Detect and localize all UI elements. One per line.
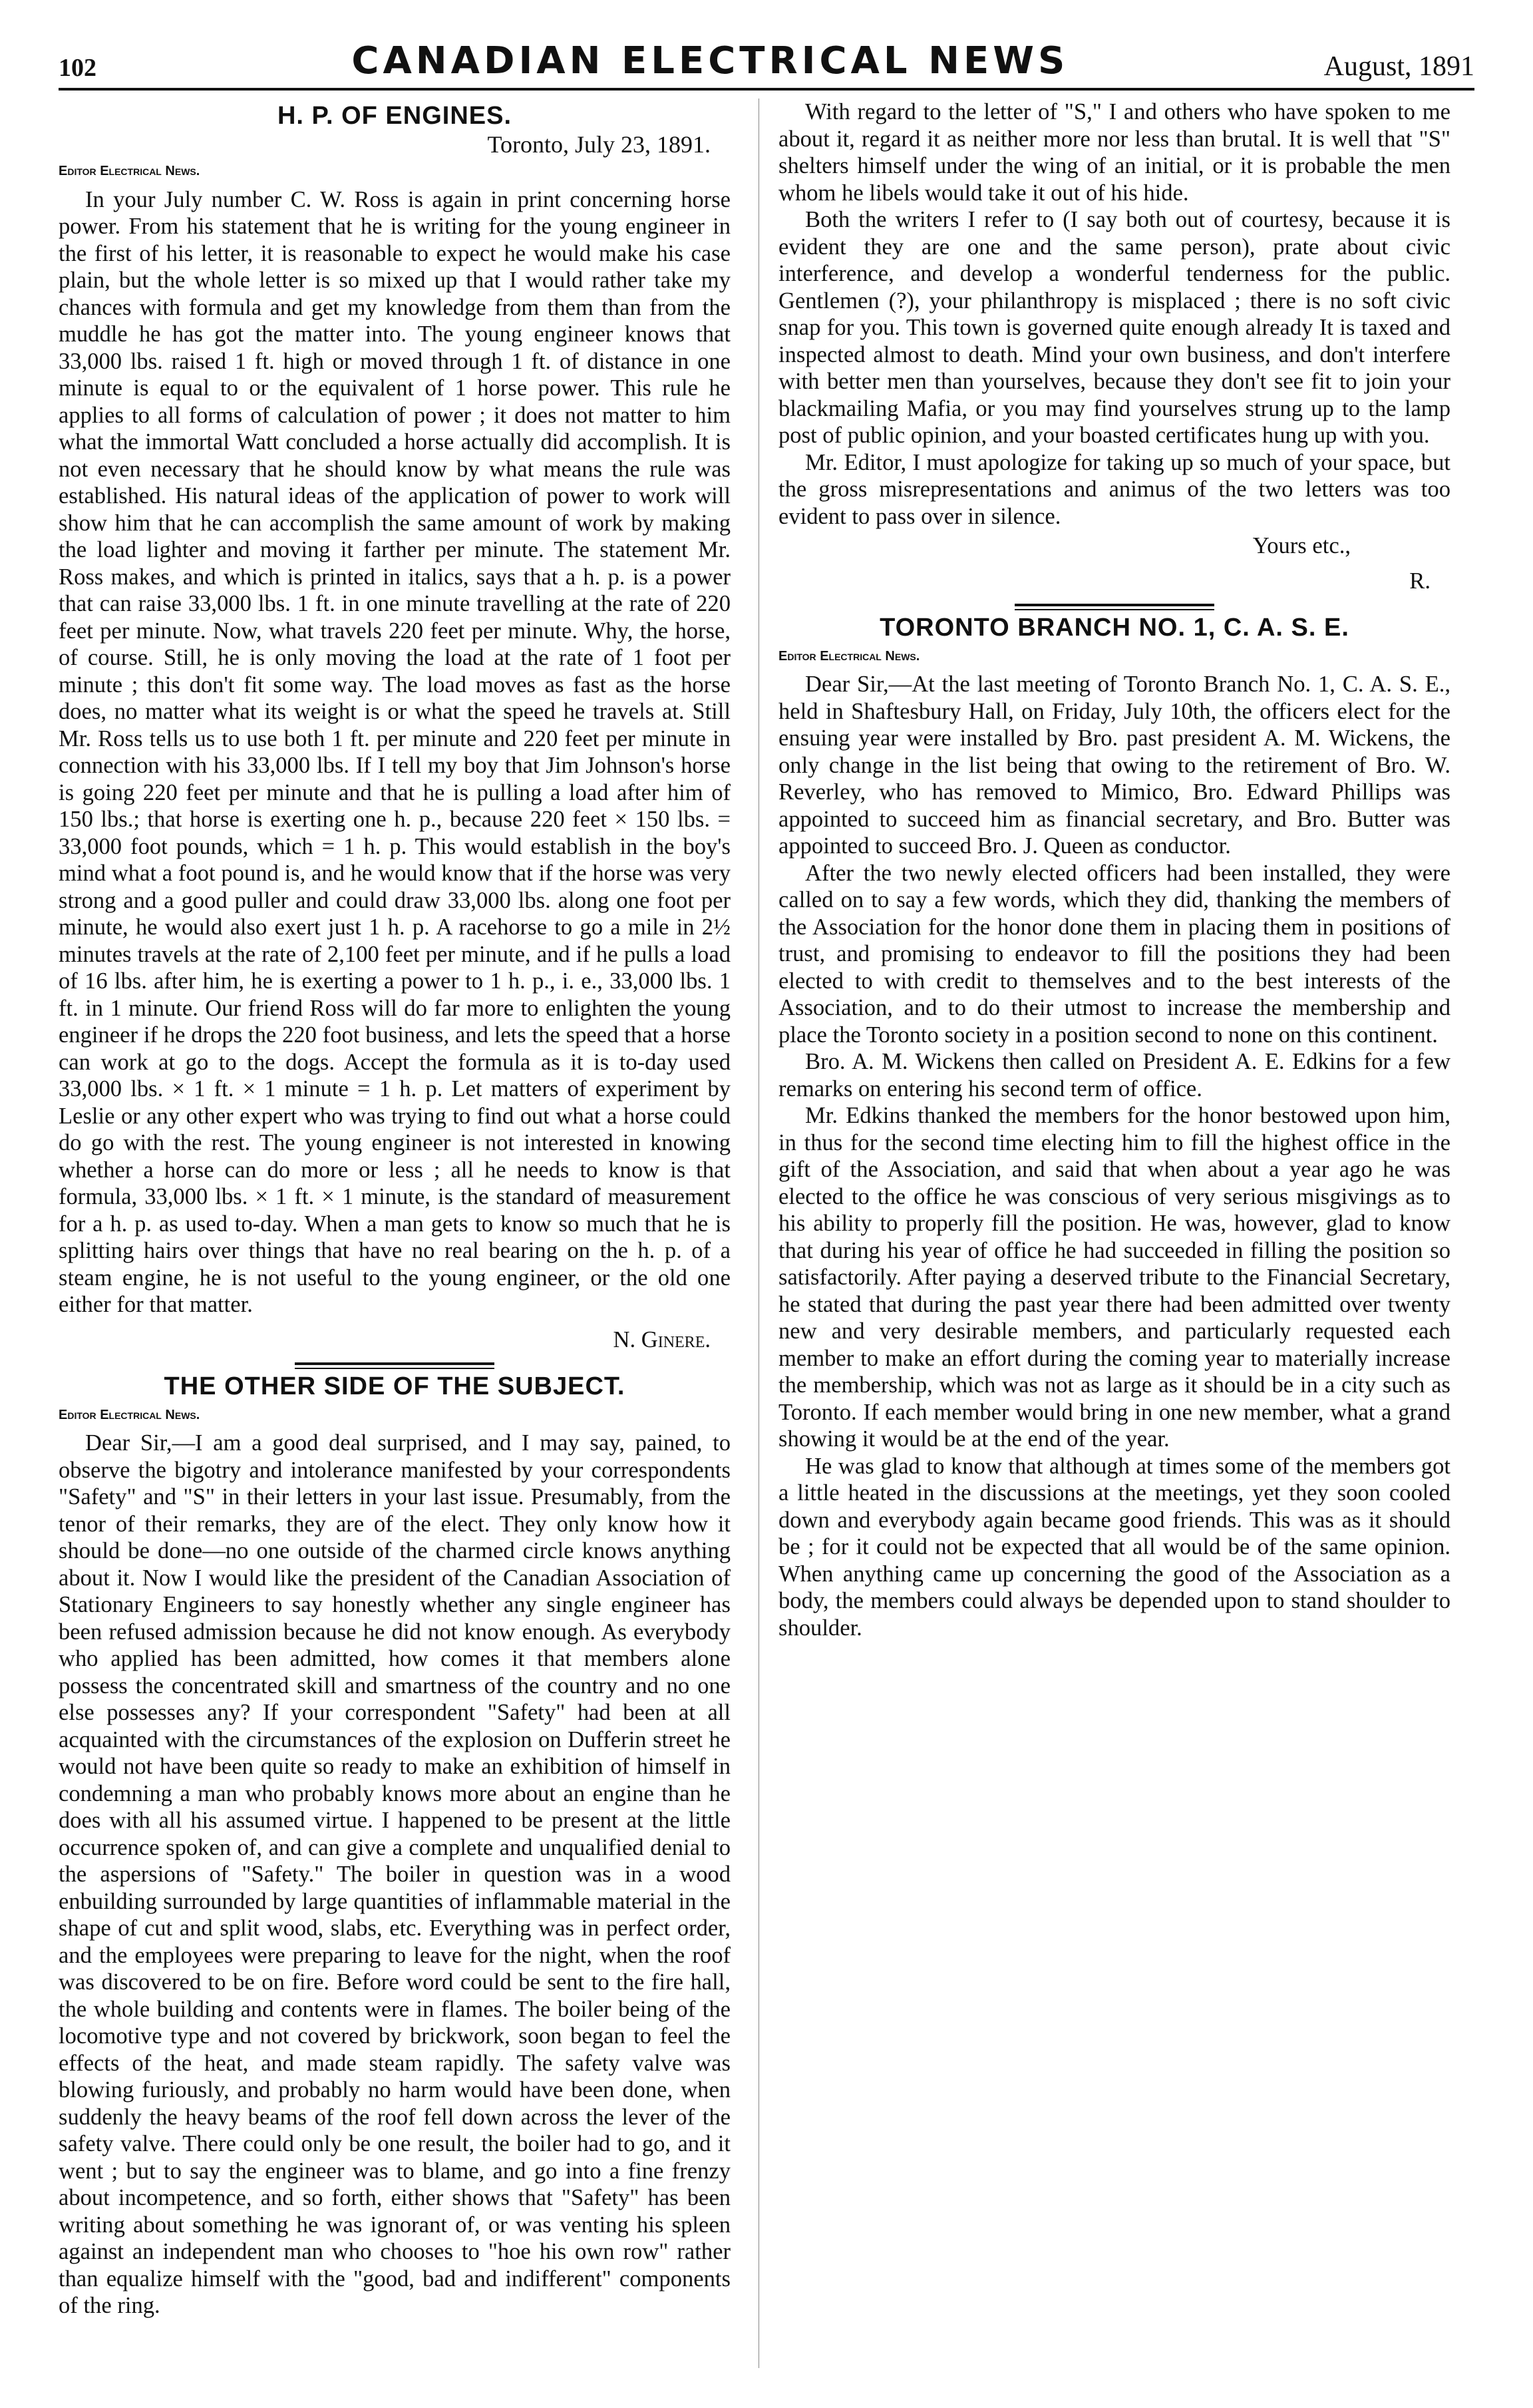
issue-date: August, 1891	[1323, 51, 1474, 82]
article-signature: N. Ginere.	[613, 1326, 711, 1352]
masthead-title: CANADIAN ELECTRICAL NEWS	[351, 39, 1069, 83]
header-rule	[59, 88, 1474, 91]
article-title: H. P. OF ENGINES.	[277, 102, 512, 130]
article-separator	[295, 1362, 494, 1369]
article-paragraph: Dear Sir,—I am a good deal surprised, and I may say, pained, to observe the bigotry and intolerance manifested by your correspondents "Safety" and "S" in their letters in your last issue. Presumably, from the tenor of their remarks, they are of the elect. They only know how it should be done—no one outside of the charmed circle knows anything about it. Now I would like the president of the Canadian Association of Stationary Engineers to say honestly whether any single engineer has been refused admission because he did not know enough. As everybody who applied has been admitted, how comes it that members alone possess the concentrated skill and smartness of the country and no one else possesses any? If your correspondent "Safety" had been at all acquainted with the circumstances of the explosion on Dufferin street he would not have been quite so ready to make an exhibition of himself in condemning a man who probably knows more about an engine than he does with all his assumed virtue. I happened to be present at the little occurrence spoken of, and can give a complete and unqualified denial to the aspersions of "Safety." The boiler in question was in a wood enbuilding surrounded by large quantities of inflammable material in the shape of cut and split wood, slabs, etc. Everything was in perfect order, and the employees were preparing to leave for the night, when the roof was discovered to be on fire. Before word could be sent to the fire hall, the whole building and contents were in flames. The boiler being of the locomotive type and not covered by brickwork, soon began to feel the effects of the heat, and made steam rapidly. The safety valve was blowing furiously, and probably no harm would have been done, when suddenly the heavy beams of the roof fell down across the lever of the safety valve. There could only be one result, the boiler had to go, and it went ; but to say the engineer was to blame, and go into a fine frenzy about incompetence, and so forth, either shows that "Safety" has been writing about something he was ignorant of, or was venting his spleen against an independent man who chooses to "hoe his own row" rather than equalize himself with the "good, bad and indifferent" components of the ring.	[59, 1430, 731, 2318]
editor-line: Editor Electrical News.	[59, 1407, 200, 1422]
article-paragraph: Bro. A. M. Wickens then called on President A. E. Edkins for a few remarks on entering his second term of office.	[778, 1049, 1450, 1102]
editor-line: Editor Electrical News.	[59, 164, 200, 178]
article-hp-of-engines	[59, 102, 731, 1353]
article-paragraph: Mr. Edkins thanked the members for the honor bestowed upon him, in thus for the second time electing him to fill the highest office in the gift of the Association, and said that when about a year ago he was elected to the office he was conscious of very serious misgivings as to his ability to properly fill the position. He was, however, glad to know that during his year of office he had succeeded in filling the position so satisfactorily. After paying a deserved tribute to the Financial Secretary, he stated that during the past year there had been admitted over twenty new and very desirable members, and particularly requested each member to make an effort during the coming year to materially increase the membership, which was not as large as it should be in a city such as Toronto. If each member would bring in one new member, what a grand showing it would be at the end of the year.	[778, 1103, 1450, 1452]
article-paragraph: In your July number C. W. Ross is again in print concerning horse power. From his statement that he is writing for the young engineer in the first of his letter, it is reasonable to expect he would make his case plain, but the whole letter is so mixed up that I would rather take my chances with formula and get my knowledge from them than from the muddle he has got the matter into. The young engineer knows that 33,000 lbs. raised 1 ft. high or moved through 1 ft. of distance in one minute is equal to or the equivalent of 1 horse power. This rule he applies to all forms of calculation of power ; it does not matter to him what the immortal Watt concluded a horse actually did accomplish. It is not even necessary that he should know by what means the rule was established. His natural ideas of the application of power to work will show him that he can accomplish the same amount of work by making the load lighter and moving it farther per minute. The statement Mr. Ross makes, and which is printed in italics, says that a h. p. is a power that can raise 33,000 lbs. 1 ft. in one minute travelling at the rate of 220 feet per minute. Now, what travels 220 feet per minute. Why, the horse, of course. Still, he is only moving the load at the rate of 1 foot per minute ; this don't fit some way. The load moves as fast as the horse does, no matter what its weight is or what the speed he travels at. Still Mr. Ross tells us to use both 1 ft. per minute and 220 feet per minute in connection with his 33,000 lbs. If I tell my boy that Jim Johnson's horse is going 220 feet per minute and that he is pulling a load after him of 150 lbs.; that horse is exerting one h. p., because 220 feet × 150 lbs. = 33,000 foot pounds, which = 1 h. p. This would establish in the boy's mind what a foot pound is, and he would know that if the horse was very strong and a good puller and could draw 33,000 lbs. along one foot per minute, he would also exert just 1 h. p. A racehorse to go a mile in 2½ minutes travels at the rate of 2,100 feet per minute, and if he pulls a load of 16 lbs. after him, he is exerting a power to 1 h. p., i. e., 33,000 lbs. 1 ft. in 1 minute. Our friend Ross will do far more to enlighten the young engineer if he drops the 220 foot business, and lets the speed that a horse can work at go to the dogs. Accept the formula as it is to-day used 33,000 lbs. × 1 ft. × 1 minute = 1 h. p. Let matters of experiment by Leslie or any other expert who was trying to find out what a horse could do go with the rest. The young engineer is not interested in knowing whether a horse can do more or less ; all he needs to know is that formula, 33,000 lbs. × 1 ft. × 1 minute, is the standard of measurement for a h. p. as used to-day. When a man gets to know so much that he is splitting hairs over things that have no real bearing on the h. p. of a steam engine, he is not useful to the young engineer, or the old one either for that matter.	[59, 186, 731, 1317]
article-paragraph: He was glad to know that although at times some of the members got a little heated in the discussions at the meetings, yet they soon cooled down and everybody again became good friends. This was as it should be ; for it could not be expected that all would be of the same opinion. When anything came up concerning the good of the Association as a body, the members could always be depended upon to stand shoulder to shoulder.	[778, 1453, 1450, 1641]
article-toronto-branch	[778, 614, 1450, 1641]
article-paragraph: Dear Sir,—At the last meeting of Toronto Branch No. 1, C. A. S. E., held in Shaftesbury Hall, on Friday, July 10th, the officers elect for the ensuing year were installed by Bro. past president A. M. Wickens, the only change in the list being that owing to the retirement of Bro. W. Reverley, who has removed to Mimico, Bro. Edward Phillips was appointed to succeed him as financial secretary, and Bro. Butter was appointed to succeed Bro. J. Queen as conductor.	[778, 672, 1450, 859]
page-header	[59, 36, 1474, 83]
editor-line: Editor Electrical News.	[778, 648, 920, 664]
left-column	[59, 99, 731, 2381]
article-paragraph: After the two newly elected officers had been installed, they were called on to say a few words, which they did, thanking the members of the Association for the honor done them in placing them in positions of trust, and promising to endeavor to fill the positions they had been elected to with credit to themselves and to the best interests of the Association, and to do their utmost to increase the membership and place the Toronto society in a position second to none on this continent.	[778, 860, 1450, 1048]
page-number: 102	[59, 54, 96, 82]
article-title: THE OTHER SIDE OF THE SUBJECT.	[164, 1372, 625, 1400]
article-paragraph: Both the writers I refer to (I say both out of courtesy, because it is evident they are one and the same person), prate about civic interference, and develop a wonderful tenderness for the public. Gentlemen (?), your philanthropy is misplaced ; there is no soft civic snap for you. This town is governed quite enough already It is taxed and inspected almost to death. Mind your own business, and don't interfere with better men than yourselves, because they don't see fit to join your blackmailing Mafia, or you may find yourselves strung up to the lamp post of public opinion, and your boasted certificates hung up with you.	[778, 207, 1450, 448]
article-other-side-continued	[778, 99, 1450, 594]
article-title: TORONTO BRANCH NO. 1, C. A. S. E.	[880, 614, 1349, 642]
article-paragraph: Mr. Editor, I must apologize for taking up so much of your space, but the gross misrepresentations and animus of the two letters was too evident to pass over in silence.	[778, 449, 1450, 529]
article-closing: Yours etc.,	[1252, 533, 1351, 558]
article-separator	[1015, 604, 1214, 610]
article-other-side	[59, 1373, 731, 2319]
article-signature: R.	[1409, 568, 1431, 594]
article-paragraph: With regard to the letter of "S," I and others who have spoken to me about it, regard it as neither more nor less than brutal. It is well that "S" shelters himself under the wing of an initial, or it is probable the men whom he libels would take it out of his hide.	[778, 99, 1450, 206]
right-column	[778, 99, 1450, 2381]
article-dateline: Toronto, July 23, 1891.	[487, 130, 711, 158]
